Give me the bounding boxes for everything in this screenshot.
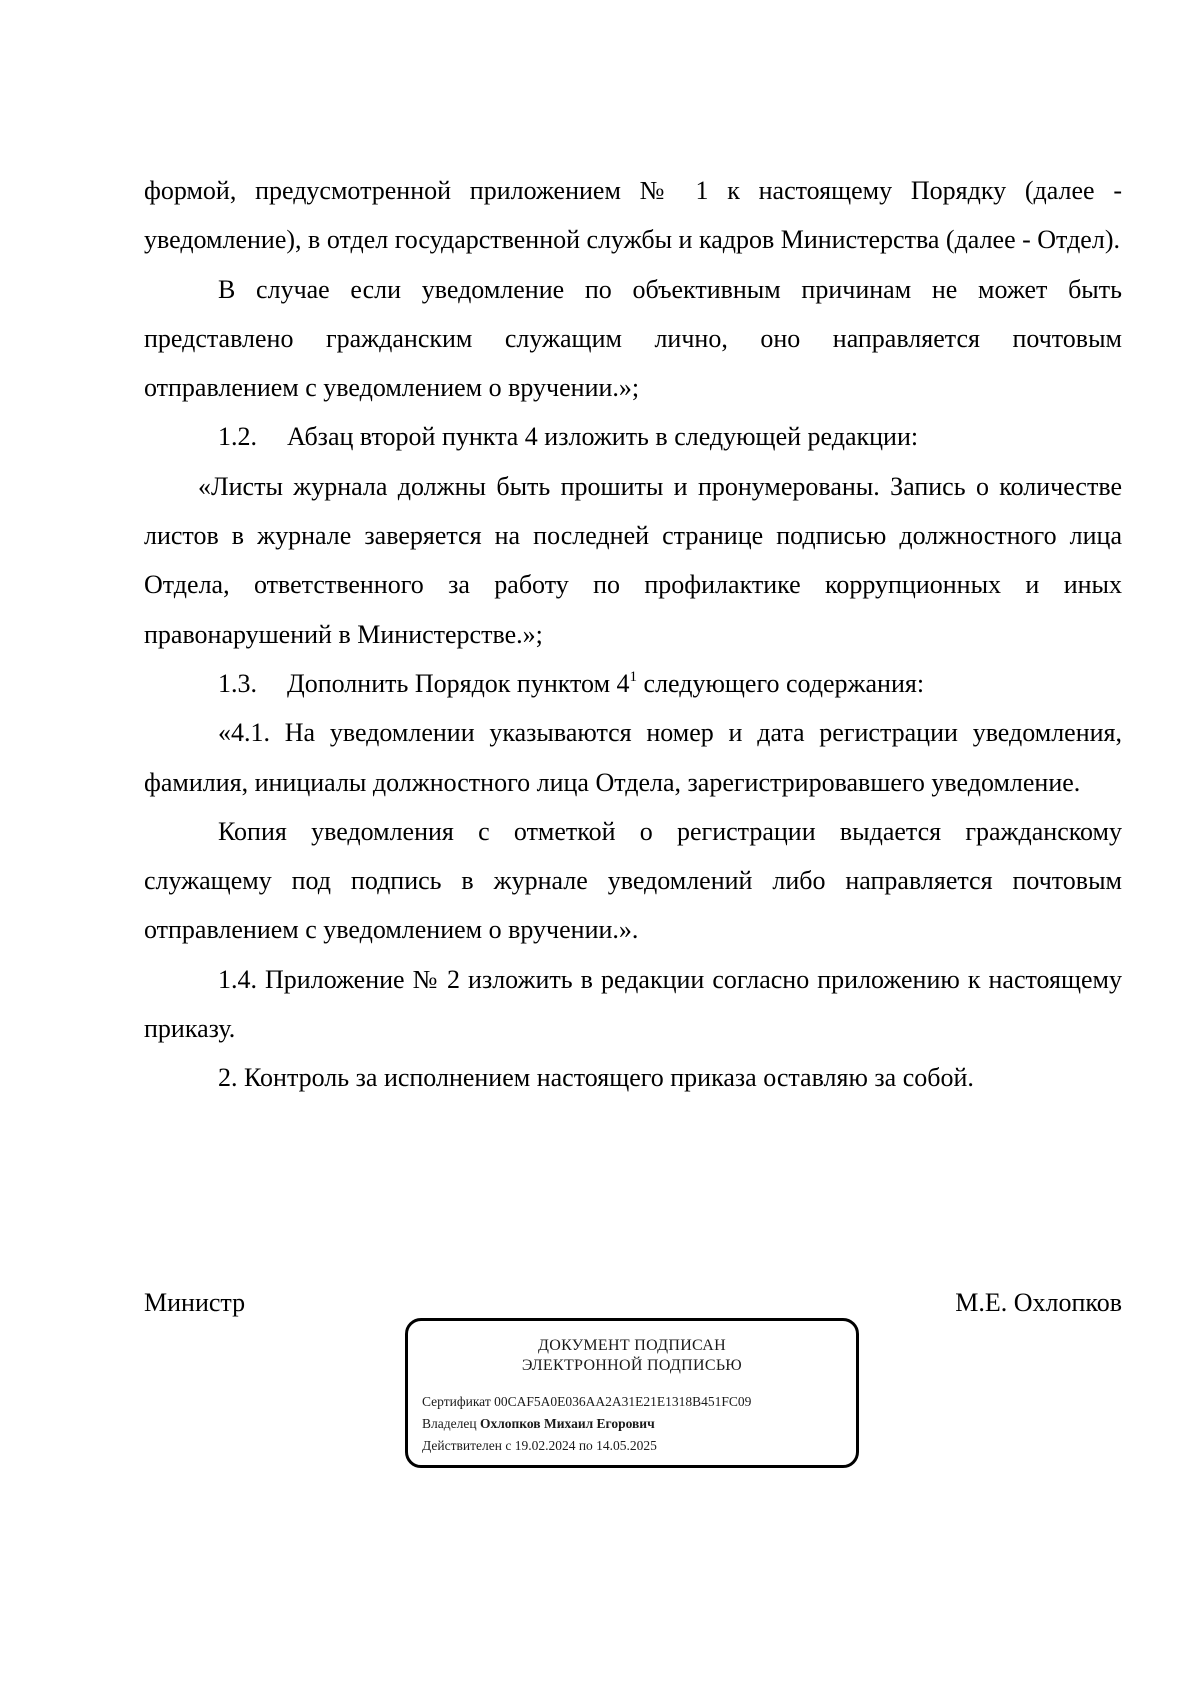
item-text-after: следующего содержания:	[637, 668, 925, 698]
item-text: Дополнить Порядок пунктом 4	[287, 668, 630, 698]
paragraph-item-1-2	[144, 412, 1122, 461]
valid-label: Действителен	[422, 1438, 502, 1453]
paragraph-1: формой, предусмотренной приложением № 1 к настоящему Порядку (далее - уведомление), в отдел государственной службы и кадров Министерства (далее - Отдел).	[144, 176, 1122, 255]
stamp-details	[422, 1391, 856, 1457]
owner-label: Владелец	[422, 1416, 477, 1431]
valid-from-label: с	[505, 1438, 512, 1453]
stamp-certificate-line	[422, 1391, 856, 1413]
paragraph-4: «Листы журнала должны быть прошиты и пронумерованы. Запись о количестве листов в журнале заверяется на последней странице подписью должностного лица Отдела, ответственного за работу по профилактике коррупционных и иных правонарушений в Министерстве.»;	[144, 471, 1122, 649]
superscript: 1	[629, 668, 638, 685]
signature-row	[144, 1288, 1122, 1318]
valid-to-value: 14.05.2025	[596, 1438, 657, 1453]
certificate-value: 00CAF5A0E036AA2A31E21E1318B451FC09	[494, 1394, 752, 1409]
paragraph-item-1-3	[144, 659, 1122, 708]
paragraph-item-1-4: 1.4. Приложение № 2 изложить в редакции согласно приложению к настоящему приказу.	[144, 964, 1122, 1044]
signatory-name: М.Е. Охлопков	[955, 1288, 1122, 1317]
paragraph-6: «4.1. На уведомлении указываются номер и дата регистрации уведомления, фамилия, инициалы должностного лица Отдела, зарегистрировавшего уведомление.	[144, 718, 1122, 797]
item-text: Абзац второй пункта 4 изложить в следующей редакции:	[287, 422, 919, 452]
owner-value: Охлопков Михаил Егорович	[479, 1416, 655, 1431]
valid-from-value: 19.02.2024	[514, 1438, 576, 1453]
stamp-heading	[408, 1336, 856, 1376]
electronic-signature-stamp	[405, 1318, 859, 1468]
signatory-position: Министр	[144, 1288, 246, 1317]
paragraph-2: В случае если уведомление по объективным причинам не может быть представлено гражданским служащим лично, оно направляется почтовым отправлением с уведомлением о вручении.»;	[144, 274, 1122, 403]
paragraph-item-2: 2. Контроль за исполнением настоящего приказа оставляю за собой.	[218, 1063, 974, 1093]
item-number: 1.2.	[218, 422, 257, 452]
valid-to-label: по	[578, 1438, 593, 1453]
stamp-validity-line	[422, 1435, 856, 1457]
stamp-owner-line	[422, 1413, 856, 1435]
stamp-heading-line-2: ЭЛЕКТРОННОЙ ПОДПИСЬЮ	[521, 1357, 743, 1374]
item-number: 1.3.	[218, 668, 257, 698]
document-body	[144, 166, 1122, 1103]
stamp-heading-line-1: ДОКУМЕНТ ПОДПИСАН	[538, 1337, 726, 1354]
paragraph-7: Копия уведомления с отметкой о регистрации выдается гражданскому служащему под подпись в журнале уведомлений либо направляется почтовым отправлением с уведомлением о вручении.».	[144, 816, 1122, 945]
certificate-label: Сертификат	[422, 1394, 491, 1409]
